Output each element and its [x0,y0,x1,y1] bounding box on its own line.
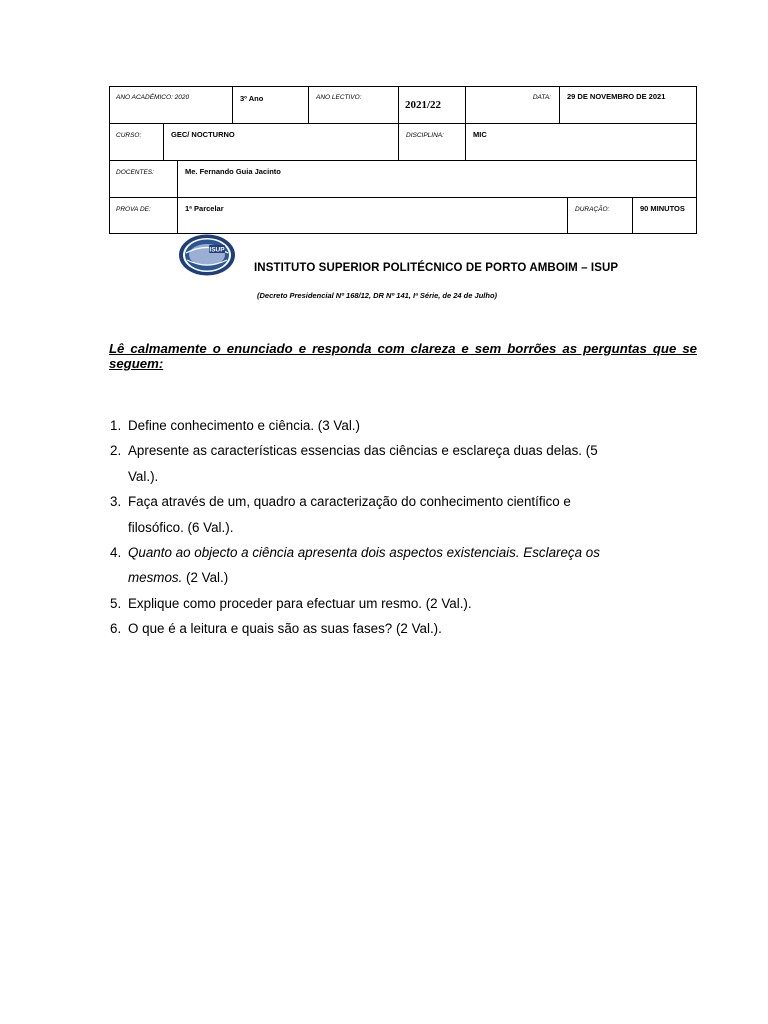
question-text: Quanto ao objecto a ciência apresenta dois aspectos existenciais. Esclareça os [128,545,600,561]
ano-cell [232,86,308,123]
docentes-value: Me. Fernando Guia Jacinto [185,167,281,176]
question-item [110,413,710,438]
docentes-label-cell [109,160,177,197]
ano-lectivo-value: 2021/22 [405,99,442,111]
question-item [110,438,710,489]
data-value: 29 DE NOVEMBRO DE 2021 [567,92,666,101]
prova-value: 1ª Parcelar [185,204,224,213]
disciplina-value: MIC [473,130,487,139]
question-item [110,489,710,540]
docentes-value-cell [177,160,697,197]
disciplina-label: DISCIPLINA: [406,132,444,139]
ano-lectivo-label: ANO LECTIVO: [316,94,362,101]
docentes-label: DOCENTES: [116,169,154,176]
ano-academico-cell [109,86,232,123]
question-text: Faça através de um, quadro a caracterização do conhecimento científico e [128,494,571,510]
exam-instruction: Lê calmamente o enunciado e responda com clareza e sem borrões as perguntas que se seguem: [109,341,697,371]
ano-value: 3º Ano [240,94,264,103]
question-list [110,413,710,642]
duracao-label-cell [567,197,632,234]
prova-label-cell [109,197,177,234]
disciplina-value-cell [465,123,697,160]
question-text-continued: Val.). [128,468,159,484]
disciplina-label-cell [398,123,465,160]
question-number: 2. [110,443,122,459]
ano-academico-label: ANO ACADÉMICO: 2020 [116,94,190,101]
logo-text: ISUP [209,246,225,254]
question-number: 6. [110,621,122,637]
institution-decree: (Decreto Presidencial Nº 168/12, DR Nº 141, Iª Série, de 24 de Julho) [257,291,498,300]
question-number: 1. [110,418,122,433]
question-text: Apresente as características essencias das ciências e esclareça duas delas. (5 [128,443,598,459]
curso-value: GEC/ NOCTURNO [171,130,235,139]
question-text-continued: filosófico. (6 Val.). [128,519,234,535]
ano-lectivo-value-cell [398,86,465,123]
question-text: Explique como proceder para efectuar um resmo. (2 Val.). [128,595,472,611]
curso-label-cell [109,123,163,160]
exam-header-table [109,86,697,234]
question-number: 5. [110,595,122,611]
curso-label: CURSO: [116,132,142,139]
question-item [110,616,710,641]
isup-logo [178,234,236,276]
question-points: (2 Val.) [182,570,229,586]
data-label-cell [465,86,559,123]
duracao-value: 90 MINUTOS [640,204,685,213]
prova-value-cell [177,197,567,234]
question-text: Define conhecimento e ciência. (3 Val.) [128,418,360,433]
question-number: 4. [110,545,122,561]
question-number: 3. [110,494,122,510]
question-text: O que é a leitura e quais são as suas fases? (2 Val.). [128,621,442,637]
prova-label: PROVA DE: [116,206,151,213]
data-label: DATA: [532,94,551,101]
institution-name: INSTITUTO SUPERIOR POLITÉCNICO DE PORTO AMBOIM – ISUP [254,262,619,274]
question-text-continued: mesmos. [128,570,183,586]
question-item [110,540,710,591]
curso-value-cell [163,123,398,160]
duracao-label: DURAÇÃO: [575,206,610,213]
duracao-value-cell [632,197,697,234]
ano-lectivo-label-cell [308,86,398,123]
question-item [110,591,710,616]
data-value-cell [559,86,697,123]
